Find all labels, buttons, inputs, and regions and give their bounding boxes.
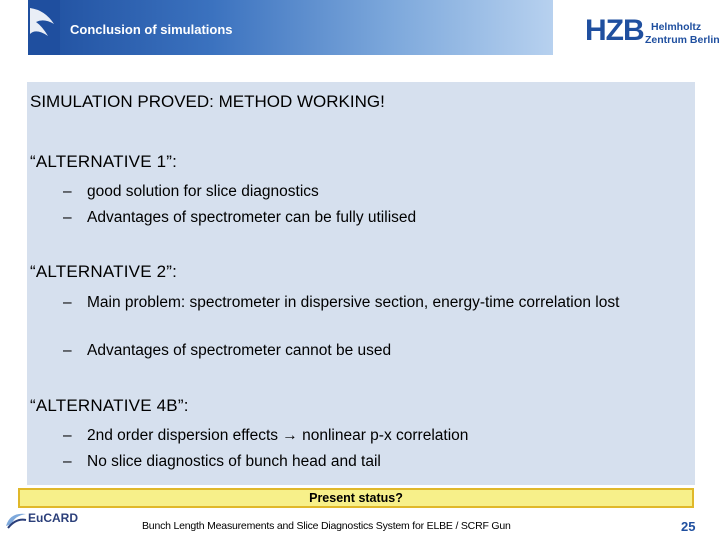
bullet-text: good solution for slice diagnostics: [87, 183, 319, 200]
hzb-logo-line1: Helmholtz: [651, 21, 702, 33]
hzb-logo-line2: Zentrum Berlin: [645, 34, 720, 46]
bullet-item: [63, 294, 678, 312]
bullet-text: Main problem: spectrometer in dispersive section, energy-time correlation lost: [87, 294, 620, 311]
bullet-dash: –: [63, 342, 72, 359]
bullet-item: [63, 183, 678, 201]
hzb-logo: [585, 14, 720, 50]
headline: SIMULATION PROVED: METHOD WORKING!: [30, 92, 385, 111]
hzb-logo-mark: HZB: [585, 14, 644, 47]
footer-text: Bunch Length Measurements and Slice Diagnostics System for ELBE / SCRF Gun: [142, 520, 511, 532]
section-title-alt2: “ALTERNATIVE 2”:: [30, 262, 178, 281]
eucard-swirl-icon: [4, 508, 28, 530]
present-status-box: Present status?: [18, 488, 694, 508]
bullet-dash: –: [63, 453, 72, 470]
bullet-dash: –: [63, 183, 72, 200]
corner-swoosh-graphic: [0, 0, 60, 55]
bullet-text: 2nd order dispersion effects → nonlinear p-x correlation: [87, 427, 469, 444]
bullet-item: [63, 209, 678, 227]
bullet-text: No slice diagnostics of bunch head and tail: [87, 453, 381, 470]
slide-title: Conclusion of simulations: [70, 22, 233, 37]
bullet-dash: –: [63, 427, 72, 444]
bullet-dash: –: [63, 209, 72, 226]
section-title-alt4b: “ALTERNATIVE 4B”:: [30, 396, 189, 415]
section-title-alt1: “ALTERNATIVE 1”:: [30, 152, 178, 171]
bullet-item: [63, 427, 678, 445]
bullet-item: [63, 342, 678, 360]
content-panel: [27, 82, 695, 485]
bullet-text: Advantages of spectrometer cannot be used: [87, 342, 392, 359]
bullet-text: Advantages of spectrometer can be fully utilised: [87, 209, 417, 226]
eucard-logo: [4, 508, 84, 530]
bullet-dash: –: [63, 294, 72, 311]
bullet-item: [63, 453, 678, 471]
page-number: 25: [681, 519, 696, 534]
eucard-logo-text: EuCARD: [28, 511, 78, 525]
